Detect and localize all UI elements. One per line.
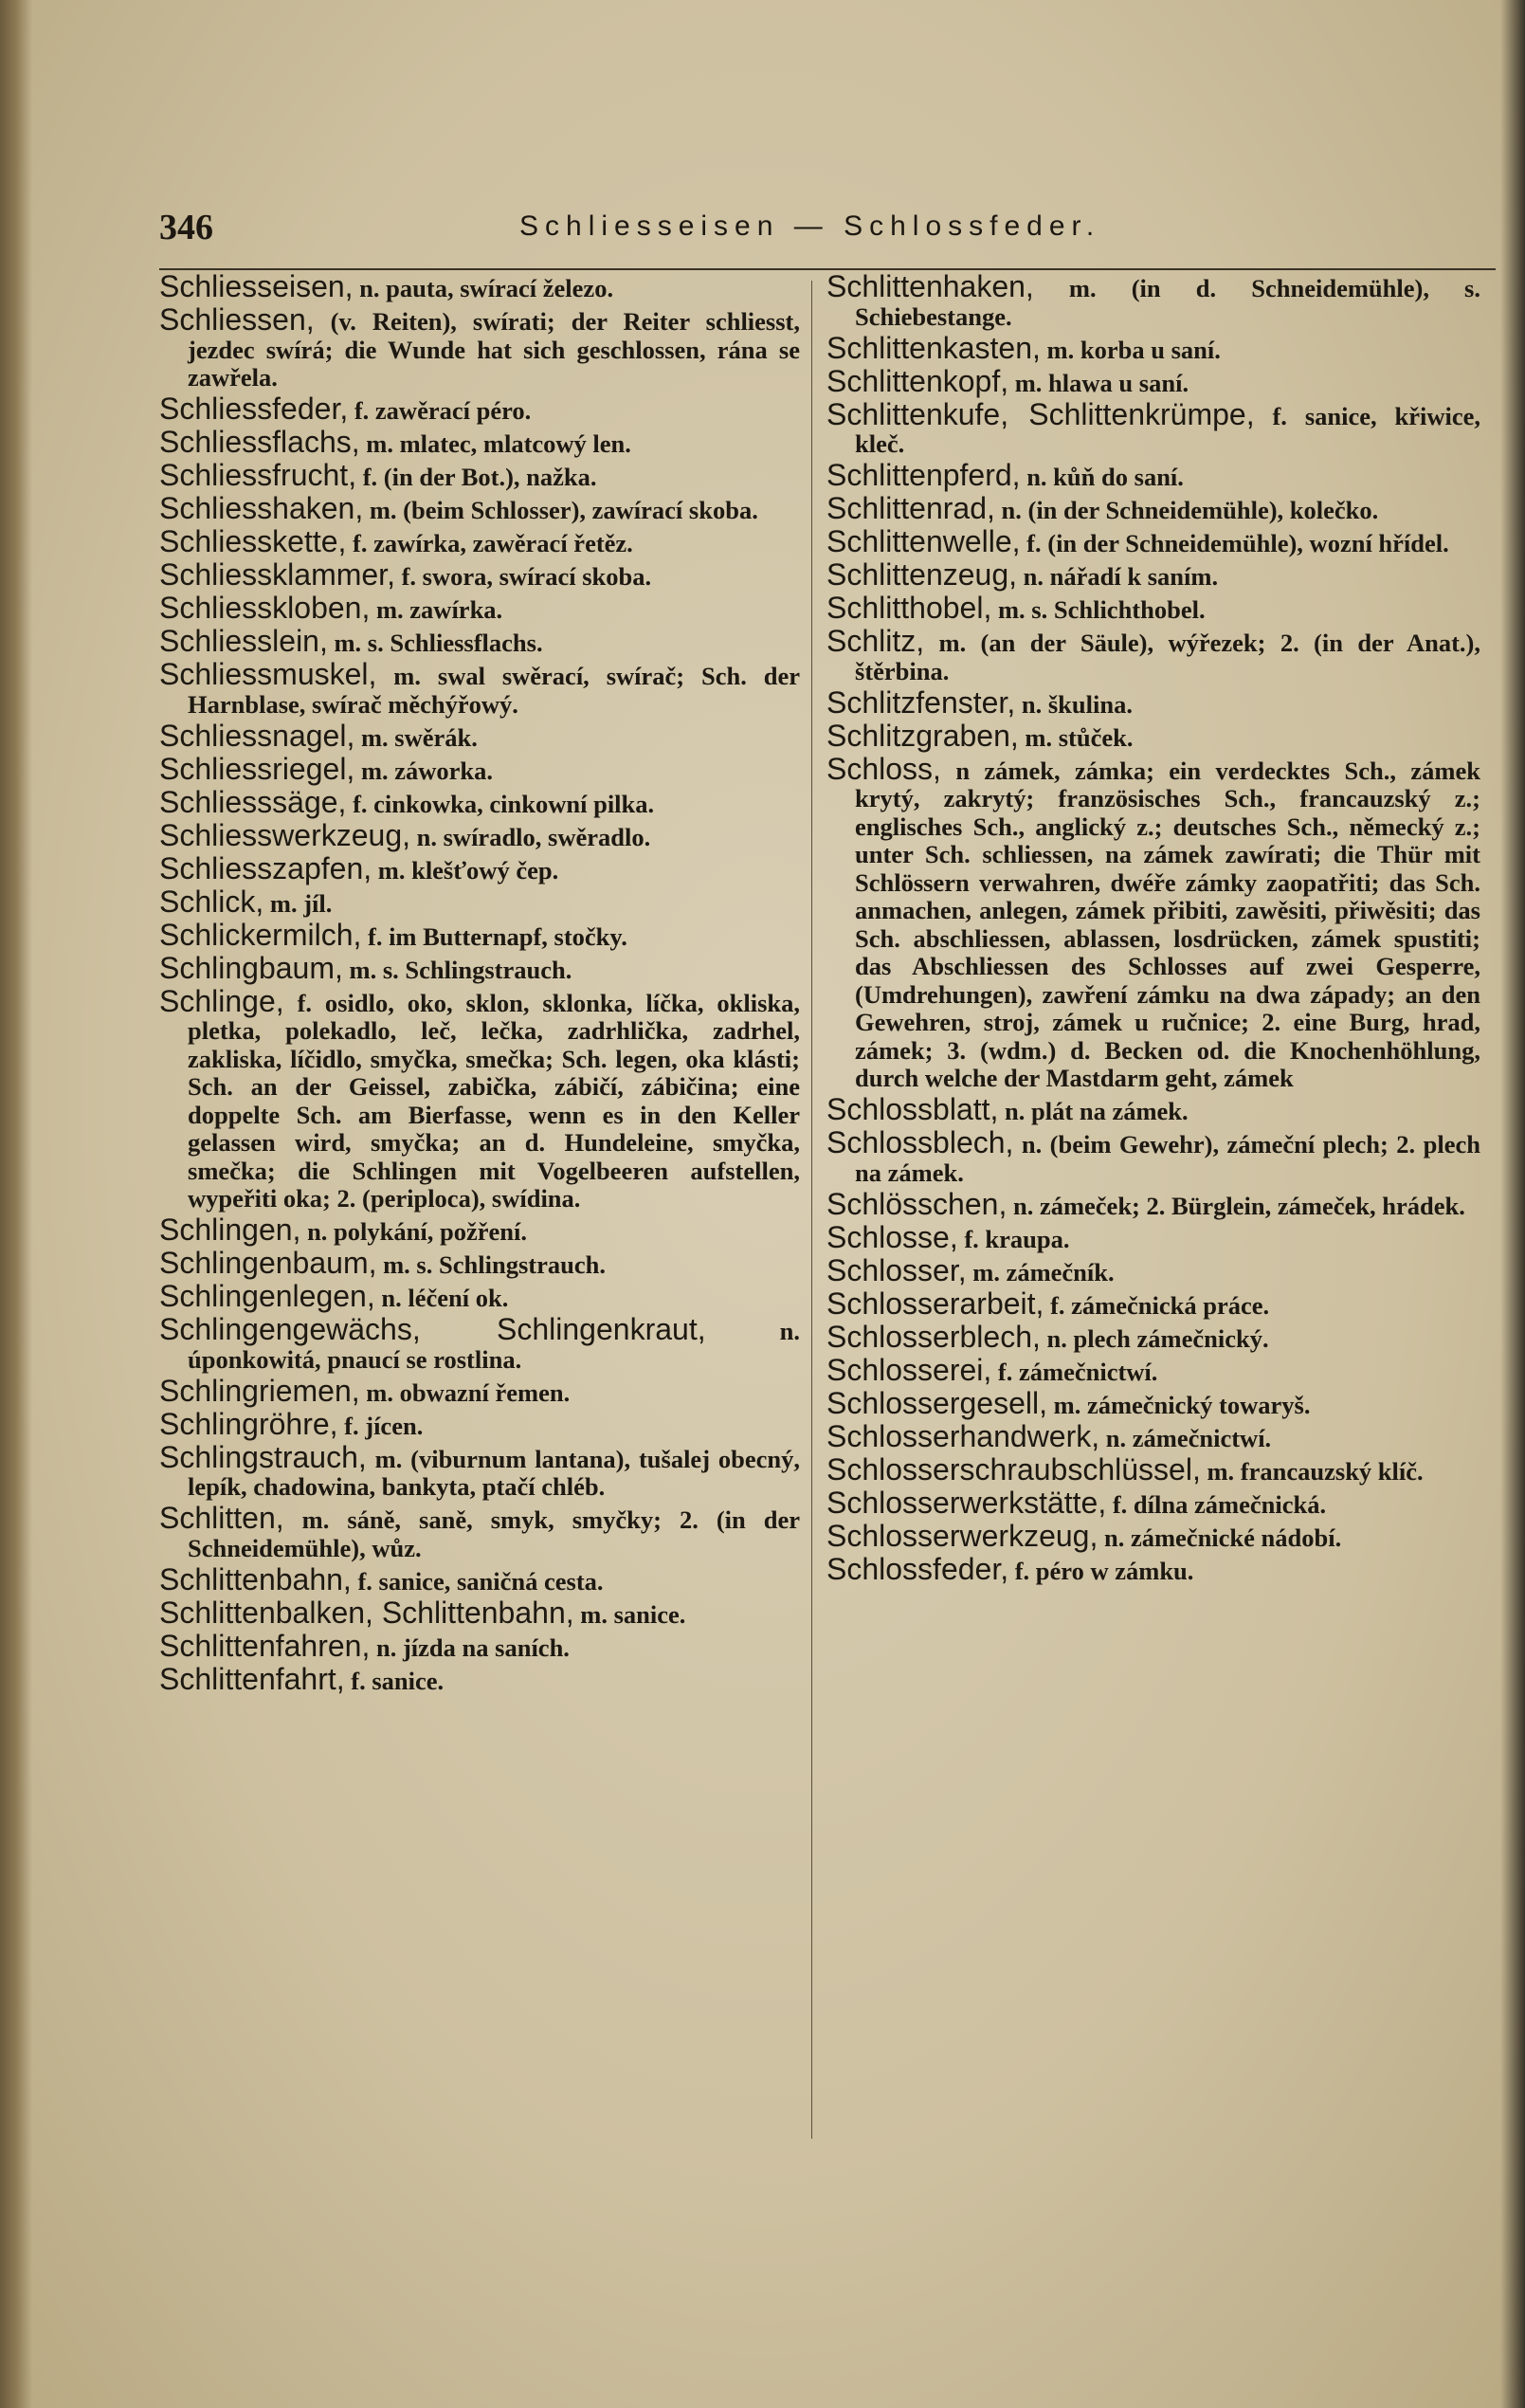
entry-headword: Schlossblech, xyxy=(826,1125,1014,1159)
dictionary-entry xyxy=(159,1595,800,1630)
entry-headword: Schliessfrucht, xyxy=(159,458,357,492)
entry-headword: Schlittenwelle, xyxy=(826,524,1021,558)
dictionary-entry xyxy=(159,1213,800,1247)
dictionary-entry xyxy=(826,269,1480,331)
entry-definition: n. (in der Schneidemühle), kolečko. xyxy=(1001,496,1379,524)
entry-definition: m. stůček. xyxy=(1025,722,1134,752)
entry-definition: n. úponkowitá, pnaucí se rostlina. xyxy=(188,1317,801,1374)
dictionary-entry xyxy=(159,302,801,392)
dictionary-entry xyxy=(826,1252,1480,1287)
dictionary-entry xyxy=(826,1352,1480,1387)
entry-headword: Schlitthobel, xyxy=(826,591,992,625)
entry-headword: Schlossfeder, xyxy=(826,1551,1009,1586)
dictionary-entry xyxy=(826,1551,1480,1586)
entry-headword: Schlingenlegen, xyxy=(159,1279,375,1313)
dictionary-entry xyxy=(159,1373,800,1408)
entry-headword: Schlingröhre, xyxy=(159,1406,338,1441)
dictionary-entry xyxy=(826,1485,1480,1520)
entry-definition: f. sanice. xyxy=(351,1666,445,1695)
dictionary-entry xyxy=(826,1518,1480,1553)
entry-definition: m. zámečník. xyxy=(972,1257,1115,1286)
entry-headword: Schliesslein, xyxy=(159,624,328,658)
dictionary-entry xyxy=(826,1451,1480,1487)
dictionary-entry xyxy=(159,491,800,525)
entry-definition: m. sanice. xyxy=(580,1599,686,1629)
entry-definition: m. záworka. xyxy=(360,756,494,785)
dictionary-entry xyxy=(159,657,800,719)
entry-definition: m. korba u saní. xyxy=(1046,335,1221,364)
entry-headword: Schliesskloben, xyxy=(159,591,371,625)
entry-definition: n. kůň do saní. xyxy=(1026,463,1184,491)
dictionary-entry xyxy=(826,1125,1480,1187)
entry-definition: m. s. Schlingstrauch. xyxy=(349,955,572,984)
entry-headword: Schlossergesell, xyxy=(826,1385,1047,1420)
entry-definition: m. s. Schliessflachs. xyxy=(334,629,543,657)
dictionary-entry xyxy=(159,1406,800,1441)
dictionary-entry xyxy=(826,491,1480,525)
dictionary-entry xyxy=(159,1628,800,1663)
entry-headword: Schlingen, xyxy=(159,1213,301,1247)
entry-definition: n zámek, zámka; ein verdecktes Sch., zámek krytý, zakrytý; französisches Sch., francauzský z.; englisches Sch., anglický z.; deutsches Sch., německý z.; unter Sch. schliessen, na zámek zawírati; die Thür mit Schlössern verwahren, dwéře zámky zaopatřiti; das Sch. anmachen, anlegen, zámek přibiti, zawěsiti, přiwěsiti; das Sch. abschliessen, ablassen, losdrücken, zámek spustiti; das Abschliessen des Schlosses auf zwei Gesperre, (Umdrehungen), zawření zámku na dwa západy; an den Gewehren, stroj, zámek u ručnice; 2. eine Burg, hrad, zámek; 3. (wdm.) d. Becken od. die Knochenhöhlung, durch welche der Mastdarm geht, zámek xyxy=(855,756,1480,1092)
dictionary-entry xyxy=(159,784,800,819)
dictionary-entry xyxy=(159,1561,800,1596)
entry-headword: Schlosser, xyxy=(826,1252,967,1287)
dictionary-entry xyxy=(159,817,800,852)
entry-definition: f. im Butternapf, stočky. xyxy=(368,921,627,951)
entry-headword: Schlosserblech, xyxy=(826,1319,1041,1354)
entry-headword: Schlossblatt, xyxy=(826,1092,999,1126)
entry-definition: f. dílna zámečnická. xyxy=(1112,1489,1327,1519)
dictionary-entry xyxy=(159,557,800,592)
entry-headword: Schliesszapfen, xyxy=(159,850,372,885)
entry-headword: Schlingstrauch, xyxy=(159,1439,367,1474)
entry-definition: (v. Reiten), swírati; der Reiter schliesst, jezdec swírá; die Wunde hat sich geschlossen, rána se zawřela. xyxy=(188,307,801,392)
entry-definition: n. jízda na saních. xyxy=(375,1633,570,1662)
dictionary-entry xyxy=(159,1439,800,1502)
dictionary-entry xyxy=(826,1186,1480,1221)
dictionary-entry xyxy=(159,1279,800,1313)
running-head: Schliesseisen — Schlossfeder. xyxy=(519,210,1101,242)
entry-definition: m. (in d. Schneidemühle), s. Schiebestange. xyxy=(855,274,1480,331)
entry-definition: f. (in der Bot.), nažka. xyxy=(362,463,597,491)
right-column xyxy=(826,269,1481,2378)
entry-definition: f. jícen. xyxy=(344,1411,424,1440)
dictionary-entry xyxy=(826,1319,1480,1354)
entry-headword: Schliesshaken, xyxy=(159,491,364,525)
entry-headword: Schlösschen, xyxy=(826,1186,1008,1221)
dictionary-entry xyxy=(159,1501,801,1562)
entry-definition: m. swěrák. xyxy=(360,722,478,752)
entry-headword: Schlitzgraben, xyxy=(826,718,1019,753)
entry-headword: Schloss, xyxy=(826,751,941,786)
dictionary-entry xyxy=(159,983,801,1213)
dictionary-entry xyxy=(159,624,800,658)
entry-headword: Schliessflachs, xyxy=(159,425,360,459)
entry-definition: n. swíradlo, swěradlo. xyxy=(416,822,651,851)
page-header xyxy=(159,207,1505,248)
entry-headword: Schliessfeder, xyxy=(159,392,349,426)
entry-headword: Schlittenrad, xyxy=(826,491,995,525)
entry-definition: m. klešťowý čep. xyxy=(377,855,559,885)
entry-headword: Schlosserhandwerk, xyxy=(826,1418,1100,1453)
dictionary-entry xyxy=(159,392,800,426)
entry-headword: Schlittenbalken, Schlittenbahn, xyxy=(159,1595,574,1630)
entry-definition: f. osidlo, oko, sklon, sklonka, líčka, okliska, pletka, polekadlo, leč, lečka, zadrhlička, zadrhel, zakliska, líčidlo, smyčka, smečka; Sch. legen, oka klásti; Sch. an der Geissel, zabička, zábičí, zábičina; eine doppelte Sch. am Bierfasse, wenn es in den Keller gelassen wird, smyčka; an d. Hundeleine, smyčka, smečka; die Schlingen mit Vogelbeeren aufstellen, wypeřiti oka; 2. (periploca), swídina. xyxy=(188,988,801,1213)
entry-headword: Schlittenhaken, xyxy=(826,269,1034,303)
entry-headword: Schlittenpferd, xyxy=(826,458,1021,492)
dictionary-entry xyxy=(826,363,1480,398)
dictionary-entry xyxy=(159,751,800,786)
dictionary-entry xyxy=(826,458,1480,492)
entry-definition: m. s. Schlichthobel. xyxy=(997,595,1206,624)
dictionary-entry xyxy=(826,591,1480,625)
entry-headword: Schlosserschraubschlüssel, xyxy=(826,1451,1201,1487)
dictionary-entry xyxy=(159,884,800,919)
entry-definition: n. léčení ok. xyxy=(381,1284,509,1312)
entry-definition: m. hlawa u saní. xyxy=(1014,368,1189,397)
entry-definition: m. sáně, saně, smyk, smyčky; 2. (in der Schneidemühle), wůz. xyxy=(188,1505,801,1562)
dictionary-entry xyxy=(826,718,1480,753)
dictionary-entry xyxy=(159,1312,801,1374)
entry-headword: Schlittenfahrt, xyxy=(159,1661,345,1696)
entry-headword: Schlosserwerkzeug, xyxy=(826,1518,1098,1553)
dictionary-entry xyxy=(159,917,800,952)
dictionary-entry xyxy=(826,751,1480,1093)
dictionary-entry xyxy=(826,524,1480,558)
entry-headword: Schliesswerkzeug, xyxy=(159,817,410,852)
dictionary-entry xyxy=(159,591,800,625)
entry-headword: Schlitzfenster, xyxy=(826,684,1016,720)
dictionary-entry xyxy=(826,396,1481,459)
entry-headword: Schlingbaum, xyxy=(159,950,343,985)
dictionary-entry xyxy=(159,269,800,303)
entry-headword: Schlittenfahren, xyxy=(159,1628,371,1663)
entry-headword: Schliessnagel, xyxy=(159,718,355,753)
dictionary-entry xyxy=(826,330,1480,365)
entry-definition: n. zámečnické nádobí. xyxy=(1103,1523,1342,1552)
entry-headword: Schlingenbaum, xyxy=(159,1246,377,1280)
dictionary-entry xyxy=(826,624,1481,685)
dictionary-entry xyxy=(826,557,1480,592)
entry-definition: f. péro w zámku. xyxy=(1014,1556,1194,1585)
entry-headword: Schlosserarbeit, xyxy=(826,1286,1044,1321)
entry-headword: Schlitz, xyxy=(826,624,925,658)
dictionary-entry xyxy=(159,950,800,985)
entry-headword: Schlingengewächs, Schlingenkraut, xyxy=(159,1312,706,1346)
entry-headword: Schliessriegel, xyxy=(159,751,355,786)
entry-headword: Schliessmuskel, xyxy=(159,657,377,691)
entry-definition: f. zámečnická práce. xyxy=(1050,1290,1270,1320)
entry-headword: Schliessen, xyxy=(159,302,315,337)
entry-definition: m. s. Schlingstrauch. xyxy=(383,1250,606,1279)
entry-headword: Schlittenkopf, xyxy=(826,363,1009,398)
entry-headword: Schliesssäge, xyxy=(159,784,347,819)
entry-headword: Schlitten, xyxy=(159,1501,284,1535)
entry-definition: m. francauzský klíč. xyxy=(1207,1456,1424,1486)
dictionary-entry xyxy=(826,1286,1480,1321)
entry-definition: n. pauta, swírací železo. xyxy=(359,274,614,302)
entry-headword: Schlosserwerkstätte, xyxy=(826,1485,1107,1520)
page-number: 346 xyxy=(159,208,213,247)
entry-headword: Schlittenzeug, xyxy=(826,557,1018,592)
entry-definition: n. zámeček; 2. Bürglein, zámeček, hrádek. xyxy=(1012,1191,1465,1220)
dictionary-entry xyxy=(159,1661,800,1696)
entry-definition: m. obwazní řemen. xyxy=(366,1377,571,1407)
entry-headword: Schlingriemen, xyxy=(159,1373,360,1408)
entry-definition: n. plát na zámek. xyxy=(1005,1097,1189,1125)
dictionary-entry xyxy=(826,1219,1480,1254)
entry-definition: n. škulina. xyxy=(1021,689,1133,719)
entry-headword: Schlosserei, xyxy=(826,1352,992,1387)
entry-headword: Schlittenbahn, xyxy=(159,1561,352,1596)
entry-definition: m. (beim Schlosser), zawírací skoba. xyxy=(369,496,758,524)
entry-definition: f. zawírka, zawěrací řetěz. xyxy=(353,529,633,557)
dictionary-entry xyxy=(826,684,1480,720)
entry-headword: Schliesseisen, xyxy=(159,269,354,303)
entry-definition: n. zámečnictwí. xyxy=(1105,1423,1272,1452)
entry-headword: Schlinge, xyxy=(159,983,284,1018)
entry-definition: f. (in der Schneidemühle), wozní hřídel. xyxy=(1026,529,1449,557)
entry-definition: n. (beim Gewehr), zámeční plech; 2. plech na zámek. xyxy=(855,1130,1480,1187)
entry-definition: f. swora, swírací skoba. xyxy=(401,562,652,591)
entry-definition: m. (an der Säule), wýřezek; 2. (in der Anat.), štěrbina. xyxy=(855,629,1481,685)
entry-definition: f. zámečnictwí. xyxy=(997,1357,1158,1386)
entry-definition: m. zámečnický towaryš. xyxy=(1053,1390,1311,1419)
entry-definition: f. sanice, saničná cesta. xyxy=(357,1566,604,1596)
column-divider xyxy=(811,281,812,2139)
entry-headword: Schliessklammer, xyxy=(159,557,395,592)
entry-headword: Schlosse, xyxy=(826,1219,958,1254)
left-column xyxy=(159,269,801,2378)
entry-definition: n. polykání, požření. xyxy=(307,1217,527,1246)
entry-definition: n. plech zámečnický. xyxy=(1046,1323,1269,1353)
entry-definition: m. (viburnum lantana), tušalej obecný, lepík, chadowina, bankyta, ptačí chléb. xyxy=(188,1444,800,1501)
entry-definition: f. kraupa. xyxy=(964,1224,1070,1253)
entry-headword: Schliesskette, xyxy=(159,524,347,558)
dictionary-entry xyxy=(159,458,800,492)
entry-headword: Schlittenkufe, Schlittenkrümpe, xyxy=(826,396,1255,431)
entry-definition: m. jíl. xyxy=(269,888,333,918)
dictionary-entry xyxy=(159,524,800,558)
dictionary-entry xyxy=(159,425,800,459)
entry-definition: m. zawírka. xyxy=(375,595,503,624)
dictionary-entry xyxy=(826,1385,1480,1420)
dictionary-entry xyxy=(159,850,800,885)
dictionary-entry xyxy=(826,1418,1480,1453)
dictionary-entry xyxy=(159,718,800,753)
entry-definition: m. swal swěrací, swírač; Sch. der Harnblase, swírač měchýřowý. xyxy=(188,662,800,719)
entry-definition: m. mlatec, mlatcowý len. xyxy=(366,429,631,458)
dictionary-entry xyxy=(159,1246,800,1280)
entry-definition: n. nářadí k saním. xyxy=(1023,562,1219,591)
entry-headword: Schlittenkasten, xyxy=(826,330,1041,365)
entry-headword: Schlick, xyxy=(159,884,264,919)
entry-definition: f. zawěrací péro. xyxy=(354,396,532,425)
entry-headword: Schlickermilch, xyxy=(159,917,362,952)
dictionary-entry xyxy=(826,1092,1480,1126)
entry-definition: f. sanice, křiwice, kleč. xyxy=(855,401,1481,458)
entry-definition: f. cinkowka, cinkowní pilka. xyxy=(353,789,655,818)
